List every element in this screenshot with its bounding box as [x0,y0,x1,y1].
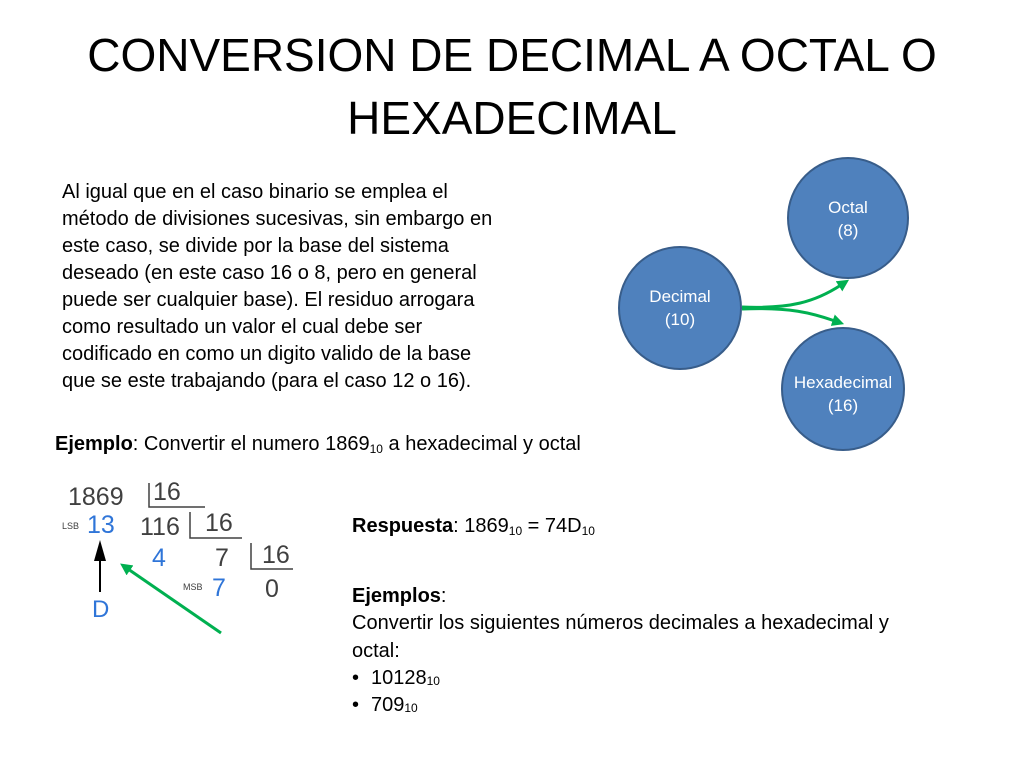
answer-subscript-2: 10 [581,524,595,538]
exercises-label: Ejemplos [352,585,441,607]
remainder-1: 13 [87,511,115,539]
division-figure [55,475,305,640]
quotient-3: 0 [265,575,279,603]
intro-line: este caso, se divide por la base del sistema [62,235,449,257]
msb-label: MSB [183,582,203,592]
list-item-subscript: 10 [426,673,440,688]
title-line-2: HEXADECIMAL [347,92,677,144]
dividend: 1869 [68,483,124,511]
arrow-decimal-to-hexadecimal [742,309,835,321]
intro-line: como resultado un valor el cual debe ser [62,316,423,338]
answer-text: : 1869 [453,515,509,537]
conversion-diagram [600,150,920,460]
answer-equals: = 74D [522,515,582,537]
list-item-subscript: 10 [404,701,418,716]
node-octal-circle [788,158,908,278]
exercises-label-suffix: : [440,585,447,607]
lsb-label: LSB [62,521,80,531]
node-decimal-base: (10) [664,310,696,329]
node-hexadecimal-label: Hexadecimal [793,373,893,392]
example-text-after: a hexadecimal y octal [382,433,581,455]
node-decimal-circle [619,247,741,369]
arrow-decimal-to-octal [742,285,841,307]
exercises-heading [352,583,889,610]
bullet-icon: • [352,666,360,689]
node-octal-label: Octal [828,198,868,217]
intro-line: deseado (en este caso 16 o 8, pero en general [62,262,477,284]
hex-digit: D [92,596,110,623]
slide-title [0,24,1024,150]
node-decimal [619,247,741,369]
example-subscript: 10 [369,442,383,456]
intro-paragraph [62,179,492,395]
node-hexadecimal [782,328,904,450]
quotient-1: 116 [140,513,180,541]
bullet-icon: • [352,694,360,717]
answer-statement [352,513,595,542]
list-item [352,692,889,719]
divisor-1: 16 [153,478,181,506]
list-item-value: 10128 [371,666,427,689]
remainder-2: 4 [152,544,166,572]
exercises-block [352,583,889,719]
intro-line: codificado en como un digito valido de la base [62,343,472,365]
intro-line: método de divisiones sucesivas, sin embargo en [62,208,493,230]
up-arrow-icon [94,540,106,561]
node-decimal-label: Decimal [649,287,711,306]
intro-line: que se este trabajando (para el caso 12 o 16). [62,370,472,392]
green-pointer-arrow [128,569,221,633]
list-item-value: 709 [371,694,405,717]
example-text: : Convertir el numero 1869 [132,433,370,455]
example-label: Ejemplo [55,433,133,455]
intro-line: Al igual que en el caso binario se emplea el [62,181,448,203]
node-octal-base: (8) [837,221,859,240]
answer-label: Respuesta [352,515,454,537]
divisor-2: 16 [205,509,233,537]
exercises-instruction-line: Convertir los siguientes números decimales a hexadecimal y [352,612,889,635]
title-line-1: CONVERSION DE DECIMAL A OCTAL O [87,29,937,81]
list-item [352,665,889,692]
divisor-3: 16 [262,541,290,569]
exercises-instruction-line: octal: [352,639,400,662]
node-octal [788,158,908,278]
remainder-3: 7 [212,574,226,602]
intro-line: puede ser cualquier base). El residuo arrogara [62,289,475,311]
example-statement [55,431,581,460]
quotient-2: 7 [215,544,229,572]
node-hexadecimal-base: (16) [827,396,859,415]
answer-subscript-1: 10 [508,524,523,538]
